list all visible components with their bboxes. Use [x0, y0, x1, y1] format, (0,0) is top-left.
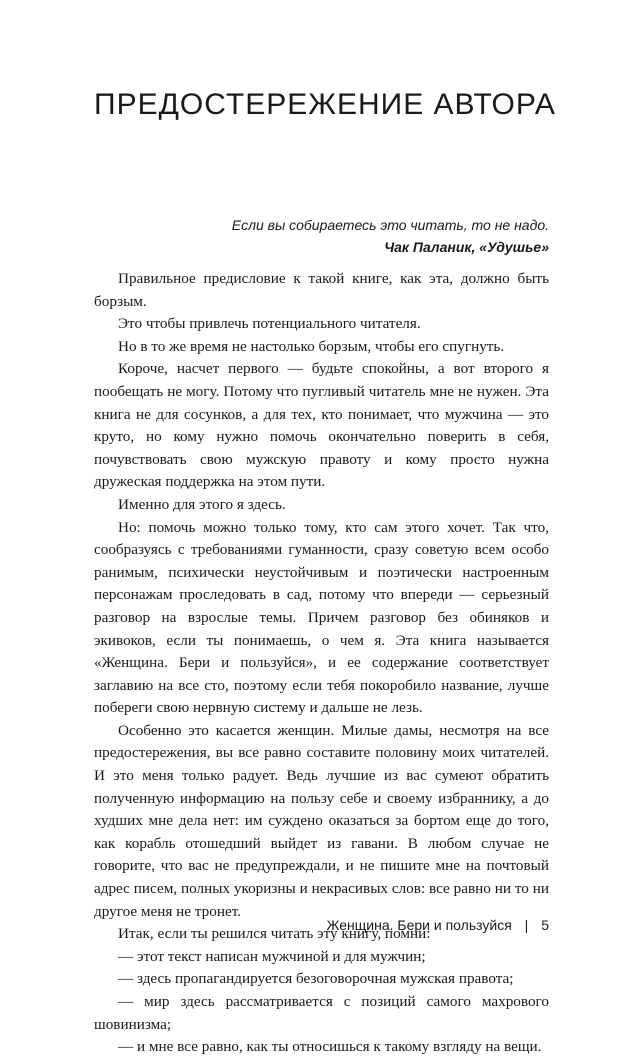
list-item: — этот текст написан мужчиной и для мужчин;	[118, 947, 426, 965]
epigraph	[200, 214, 549, 258]
paragraph: Именно для этого я здесь.	[118, 495, 286, 513]
epigraph-attribution: Чак Паланик, «Удушье»	[384, 239, 549, 255]
chapter-title: ПРЕДОСТЕРЕЖЕНИЕ АВТОРА	[94, 88, 556, 121]
paragraph: Особенно это касается женщин. Милые дамы, несмотря на все предостережения, вы все равно составите половину моих читателей. И это меня только радует. Ведь лучшие из вас сумеют обратить полученную информацию на пользу себе и своему избраннику, а до худших мне дела нет: им суждено оказаться за бортом еще до того, как корабль отошедший выйдет из гавани. В любом случае не говорите, что вас не предупреждали, и не пишите мне на почтовый адрес писем, полных укоризны и некрасивых слов: все равно ни то ни другое меня не тронет.	[94, 721, 549, 920]
running-footer	[300, 917, 549, 933]
list-item: — и мне все равно, как ты относишься к такому взгляду на вещи.	[118, 1038, 542, 1056]
paragraph: Это чтобы привлечь потенциального читателя.	[118, 315, 421, 333]
paragraph: Но в то же время не настолько борзым, чтобы его спугнуть.	[118, 337, 505, 355]
list-item: — мир здесь рассматривается с позиций самого махрового шовинизма;	[94, 993, 549, 1033]
page-number: 5	[541, 917, 549, 933]
list-item: — здесь пропагандируется безоговорочная мужская правота;	[118, 970, 514, 988]
footer-separator: |	[524, 917, 529, 933]
paragraph: Но: помочь можно только тому, кто сам этого хочет. Так что, сообразуясь с требованиями гуманности, сразу советую всем особо ранимым, психически неустойчивым и поэтически настроенным персонажам проследовать в сад, потому что впереди — серьезный разговор на взрослые темы. Причем разговор без обиняков и экивоков, если ты понимаешь, о чем я. Эта книга называется «Женщина. Бери и пользуйся», и ее содержание соответствует заглавию на все сто, поэтому если тебя покоробило название, лучше побереги свою нервную систему и дальше не лезь.	[94, 518, 549, 717]
epigraph-quote: Если вы собираетесь это читать, то не надо.	[231, 217, 549, 233]
body-text	[94, 268, 549, 1059]
footer-book-title: Женщина. Бери и пользуйся	[326, 917, 512, 933]
paragraph: Правильное предисловие к такой книге, как эта, должно быть борзым.	[94, 270, 549, 310]
paragraph: Короче, насчет первого — будьте спокойны, а вот второго я пообещать не могу. Потому что пугливый читатель мне не нужен. Эта книга не для сосунков, а для тех, кто понимает, что мужчина — это круто, но кому нужно помочь окончательно поверить в себя, почувствовать свою мужскую правоту и кому просто нужна дружеская поддержка на этом пути.	[94, 360, 549, 491]
paragraph: Итак, если ты решился читать эту книгу, помни:	[118, 925, 431, 943]
